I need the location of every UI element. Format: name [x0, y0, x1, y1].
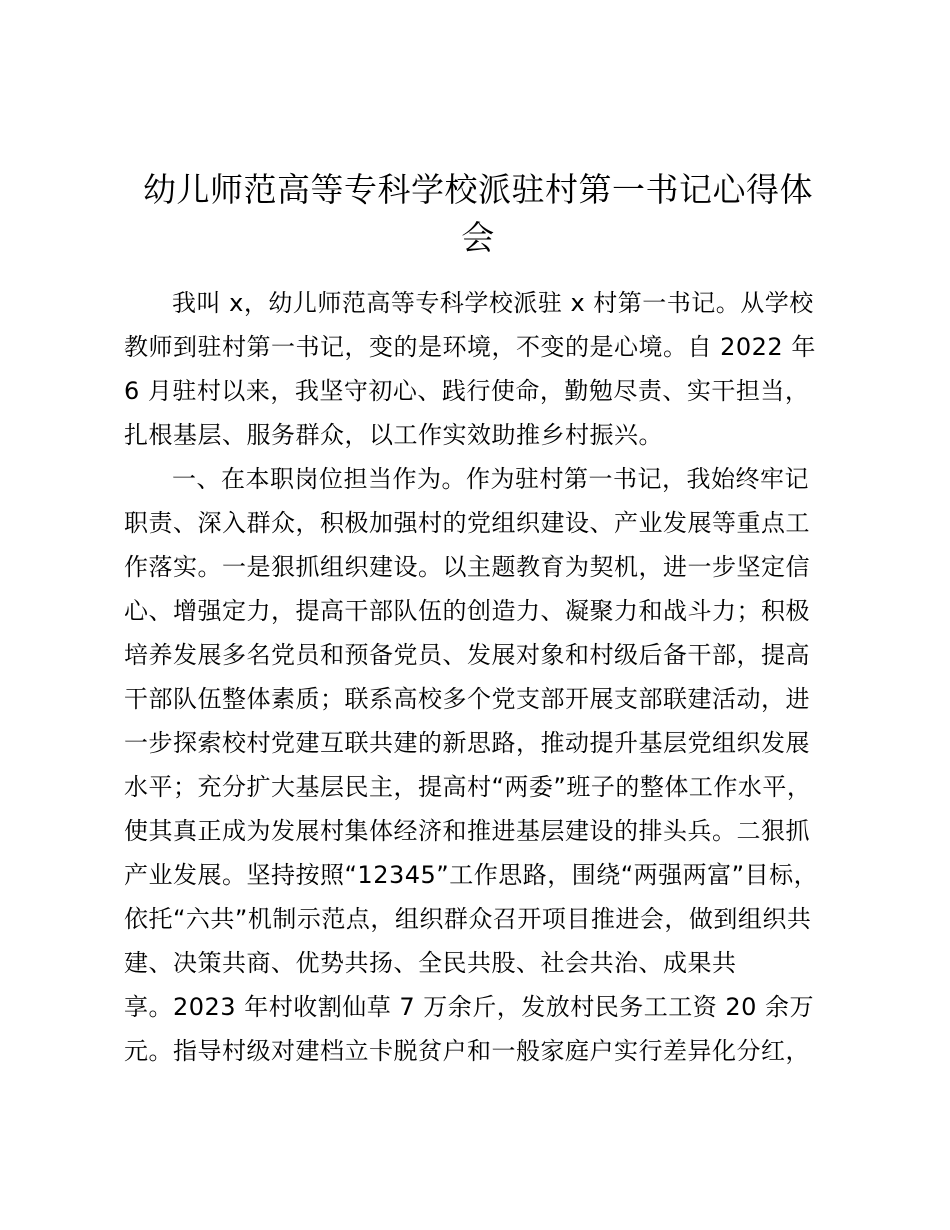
paragraph-2-line-8: 水平；充分扩大基层民主，提高村“两委”班子的整体工作水平， [124, 773, 812, 801]
paragraph-2-line-12: 建、决策共商、优势共扬、全民共股、社会共治、成果共 [124, 949, 737, 977]
paragraph-2-line-9: 使其真正成为发展村集体经济和推进基层建设的排头兵。二狠抓 [124, 817, 810, 845]
paragraph-2-line-7: 一步探索校村党建互联共建的新思路，推动提升基层党组织发展 [124, 729, 810, 757]
document-title [124, 166, 832, 262]
paragraph-2-line-5: 培养发展多名党员和预备党员、发展对象和村级后备干部，提高 [124, 641, 810, 669]
paragraph-1-line-1: 我叫 x，幼儿师范高等专科学校派驻 x 村第一书记。从学校 [172, 289, 814, 317]
title-line-1: 幼儿师范高等专科学校派驻村第一书记心得体 [143, 170, 813, 209]
paragraph-2-line-11: 依托“六共”机制示范点，组织群众召开项目推进会，做到组织共 [124, 905, 812, 933]
paragraph-2-line-2: 职责、深入群众，积极加强村的党组织建设、产业发展等重点工 [124, 509, 810, 537]
paragraph-2-line-1: 一、在本职岗位担当作为。作为驻村第一书记，我始终牢记 [172, 465, 809, 493]
paragraph-1-line-3: 6 月驻村以来，我坚守初心、践行使命，勤勉尽责、实干担当， [124, 377, 810, 405]
paragraph-2-line-13: 享。2023 年村收割仙草 7 万余斤，发放村民务工工资 20 余万 [124, 993, 815, 1021]
title-line-2: 会 [461, 218, 495, 257]
paragraph-1-line-2: 教师到驻村第一书记，变的是环境，不变的是心境。自 2022 年 [124, 333, 816, 361]
paragraph-2-line-4: 心、增强定力，提高干部队伍的创造力、凝聚力和战斗力；积极 [124, 597, 810, 625]
paragraph-2-line-10: 产业发展。坚持按照“12345”工作思路，围绕“两强两富”目标， [124, 861, 819, 889]
paragraph-2-line-6: 干部队伍整体素质；联系高校多个党支部开展支部联建活动，进 [124, 685, 810, 713]
paragraph-2-line-3: 作落实。一是狠抓组织建设。以主题教育为契机，进一步坚定信 [124, 553, 810, 581]
paragraph-1-line-4: 扎根基层、服务群众，以工作实效助推乡村振兴。 [124, 421, 663, 449]
paragraph-2-line-14: 元。指导村级对建档立卡脱贫户和一般家庭户实行差异化分红， [124, 1037, 810, 1065]
